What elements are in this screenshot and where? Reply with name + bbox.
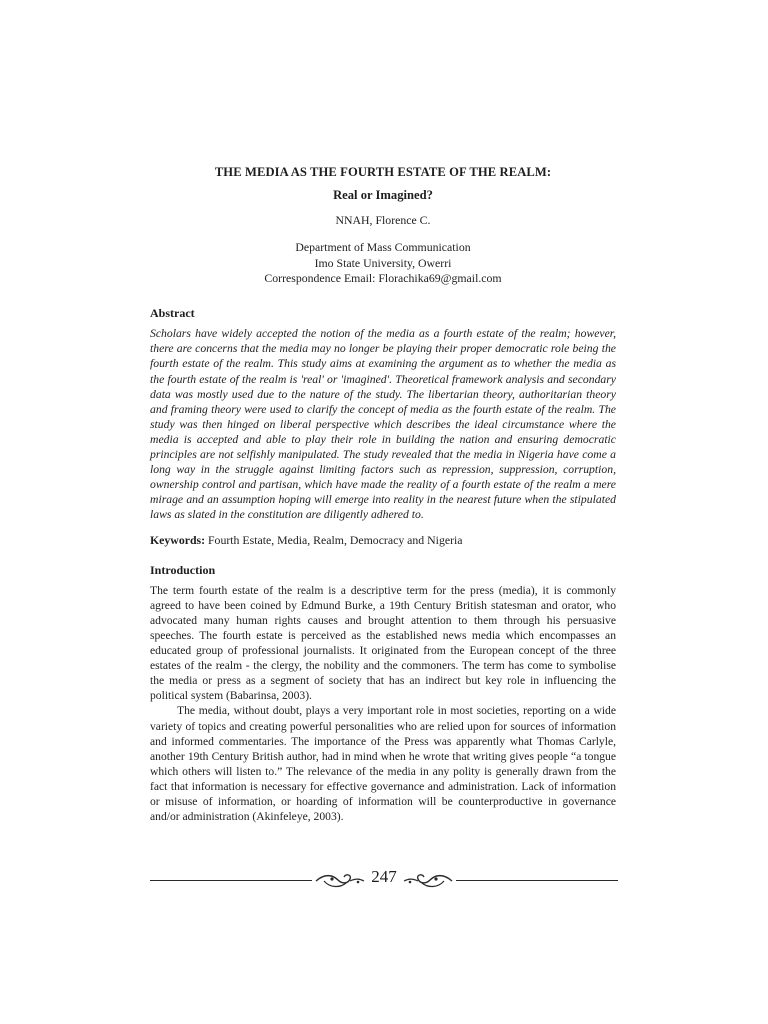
decorative-flourish-icon xyxy=(402,870,454,892)
keywords-label: Keywords: xyxy=(150,533,206,548)
affiliation-block xyxy=(150,240,616,286)
affiliation-department: Department of Mass Communication xyxy=(295,240,471,255)
keywords-list: Fourth Estate, Media, Realm, Democracy and Nigeria xyxy=(205,533,463,548)
introduction-heading: Introduction xyxy=(150,562,216,577)
introduction-paragraph-2: The media, without doubt, plays a very important role in most societies, reporting on a wide variety of topics and creating powerful personalities who are relied upon for sources of information and informed commentaries. The importance of the Press was apparently what Thomas Carlyle, another 19th Century British author, had in mind when he wrote that writing gives people “a tongue which others will listen to.” The relevance of the media in any polity is generally drawn from the fact that information is necessary for effective governance and administration. Lack of information or misuse of information, or hoarding of information will be counterproductive in governance and/or administration (Akinfeleye, 2003). xyxy=(150,704,616,824)
abstract-text: Scholars have widely accepted the notion of the media as a fourth estate of the realm; however, there are concerns that the media may no longer be playing their proper democratic role being the fourth estate of the realm. This study aims at examining the argument as to whether the media as the fourth estate of the realm is 'real' or 'imagined'. Theoretical framework analysis and secondary data was mostly used due to the nature of the study. The libertarian theory, authoritarian theory and framing theory were used to clarify the concept of media as the fourth estate of the realm. The study was then hinged on liberal perspective which describes the ideal circumstance where the media is accepted and able to play their role in building the nation and ensuring democratic principles are not selfishly manipulated. The study revealed that the media in Nigeria have come a long way in the struggle against limiting factors such as repression, suppression, corruption, ownership control and partisan, which have made the reality of a fourth estate of the realm a mere mirage and an assumption hoping will emerge into reality in the nearest future when the stipulated laws as slated in the constitution are diligently adhered to. xyxy=(150,327,616,522)
paper-title: THE MEDIA AS THE FOURTH ESTATE OF THE REALM: xyxy=(214,165,552,179)
paper-subtitle: Real or Imagined? xyxy=(333,188,433,203)
footer-rule-right xyxy=(456,880,618,881)
affiliation-university: Imo State University, Owerri xyxy=(314,255,452,270)
affiliation-email: Correspondence Email: Florachika69@gmail.com xyxy=(264,270,502,285)
abstract-heading: Abstract xyxy=(150,306,195,321)
keywords-line xyxy=(150,533,616,548)
author-name: NNAH, Florence C. xyxy=(335,213,431,228)
decorative-flourish-icon xyxy=(314,870,366,892)
paper-page xyxy=(150,165,616,824)
page-number: 247 xyxy=(371,867,397,886)
footer-rule-left xyxy=(150,880,312,881)
page-footer xyxy=(150,864,618,894)
introduction-paragraph-1: The term fourth estate of the realm is a descriptive term for the press (media), it is commonly agreed to have been coined by Edmund Burke, a 19th Century British statesman and orator, who advocated many human rights causes and brought attention to them through his persuasive speeches. The fourth estate is perceived as the established news media which encompasses an educated group of professional journalists. It originated from the European concept of the three estates of the realm - the clergy, the nobility and the commoners. The term has come to symbolise the media or press as a segment of society that has an indirect but key role in influencing the political system (Babarinsa, 2003). xyxy=(150,583,616,703)
